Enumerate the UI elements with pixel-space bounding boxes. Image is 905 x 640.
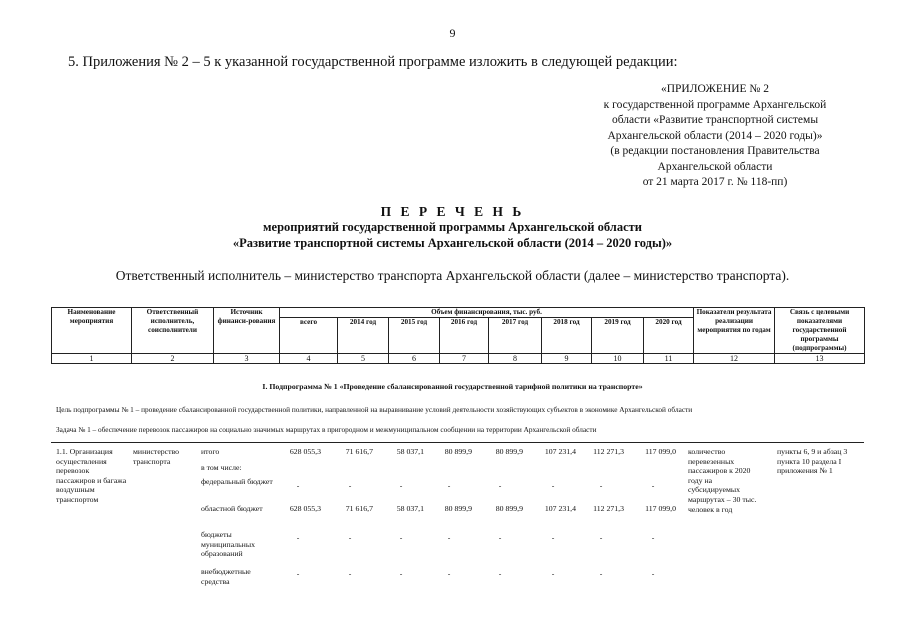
row-divider [51,442,864,443]
column-number: 2 [132,354,214,364]
column-number: 9 [542,354,592,364]
appendix-line: Архангельской области (2014 – 2020 годы)» [607,129,823,142]
intro-paragraph: 5. Приложения № 2 – 5 к указанной государственной программе изложить в следующей редакции: [68,54,678,70]
funding-value: - [296,533,300,542]
table-header [51,307,865,364]
funding-source: областной бюджет [201,504,263,513]
column-number: 10 [592,354,644,364]
page-number: 9 [449,26,456,40]
activity-indicator: количество перевезенных пассажиров к 2020 году на субсидируемых маршрутах – 30 тыс. человек в год [688,447,757,514]
funding-value: - [348,533,352,542]
funding-value: - [447,481,451,490]
subprogram-title: I. Подпрограмма № 1 «Проведение сбалансированной государственной тарифной политики на транспорте» [262,382,643,391]
header-year: 2016 год [440,318,489,354]
appendix-line: Архангельской области [657,160,773,173]
appendix-note [560,82,870,191]
header-activity-name: Наименование мероприятия [52,308,132,354]
header-year: 2019 год [592,318,644,354]
funding-value: - [551,481,555,490]
funding-value: 58 037,1 [396,447,424,456]
funding-source: федеральный бюджет [201,477,273,486]
header-executor: Ответственный исполнитель, соисполнители [132,308,214,354]
document-title: П Е Р Е Ч Е Н Ь [380,204,525,219]
column-number: 1 [52,354,132,364]
header-result-indicators: Показатели результата реализации мероприятия по годам [694,308,775,354]
funding-value: 628 055,3 [289,504,321,513]
activity-name: 1.1. Организация осуществления перевозок пассажиров и багажа воздушным транспортом [56,447,127,504]
column-number: 3 [214,354,280,364]
appendix-line: к государственной программе Архангельской [603,98,827,111]
header-funding-volume: Объем финансирования, тыс. руб. [280,308,694,318]
header-funding-source: Источник финанси-рования [214,308,280,354]
activity-target-link: пункты 6, 9 и абзац 3 пункта 10 раздела I приложения № 1 [777,447,848,476]
funding-value: - [296,569,300,578]
subprogram-task: Задача № 1 – обеспечение перевозок пассажиров на социально значимых маршрутах в пригородном и межмуниципальном сообщении на территории Архангельской области [56,425,597,434]
funding-value: 71 616,7 [345,504,373,513]
header-total: всего [280,318,338,354]
funding-value: 80 899,9 [444,504,472,513]
column-number: 11 [644,354,694,364]
funding-value: 80 899,9 [495,447,523,456]
column-number: 13 [775,354,865,364]
funding-value: - [599,533,603,542]
funding-value: - [498,569,502,578]
header-year: 2018 год [542,318,592,354]
column-number: 4 [280,354,338,364]
funding-value: - [651,569,655,578]
funding-value: - [348,569,352,578]
document-subtitle-program: «Развитие транспортной системы Архангельской области (2014 – 2020 годы)» [232,236,673,250]
funding-source: внебюджетные средства [201,567,251,586]
header-year: 2014 год [338,318,389,354]
column-number: 12 [694,354,775,364]
funding-value: - [599,569,603,578]
appendix-line: области «Развитие транспортной системы [611,114,819,126]
column-number: 6 [389,354,440,364]
document-subtitle: мероприятий государственной программы Архангельской области [263,220,642,234]
subprogram-goal: Цель подпрограммы № 1 – проведение сбалансированной государственной политики, направленной на выравнивание условий деятельности хозяйствующих субъектов в экономике Архангельской области [56,405,693,414]
funding-value: - [599,481,603,490]
funding-value: 71 616,7 [345,447,373,456]
funding-value: 80 899,9 [495,504,523,513]
funding-value: - [399,569,403,578]
header-year: 2015 год [389,318,440,354]
column-number: 7 [440,354,489,364]
funding-source: бюджеты муниципальных образований [201,530,255,559]
funding-value: 112 271,3 [593,447,624,456]
funding-value: 112 271,3 [593,504,624,513]
funding-value: - [399,533,403,542]
funding-value: - [447,533,451,542]
activity-executor: министерство транспорта [133,447,180,466]
header-target-link: Связь с целевыми показателями государственной программы (подпрограммы) [775,308,865,354]
funding-value: 107 231,4 [544,504,576,513]
responsible-executor: Ответственный исполнитель – министерство транспорта Архангельской области (далее – министерство транспорта). [115,268,790,283]
funding-value: - [348,481,352,490]
funding-value: - [551,533,555,542]
header-year: 2020 год [644,318,694,354]
funding-source: в том числе: [201,463,242,472]
funding-source: итого [201,447,220,456]
appendix-line: (в редакции постановления Правительства [610,145,820,157]
funding-value: - [399,481,403,490]
header-year: 2017 год [489,318,542,354]
funding-value: - [296,481,300,490]
funding-value: - [498,533,502,542]
funding-value: - [498,481,502,490]
funding-value: 58 037,1 [396,504,424,513]
appendix-line: «ПРИЛОЖЕНИЕ № 2 [660,83,769,95]
column-number: 8 [489,354,542,364]
funding-value: 107 231,4 [544,447,576,456]
column-number: 5 [338,354,389,364]
funding-value: - [551,569,555,578]
funding-value: - [651,481,655,490]
funding-value: - [651,533,655,542]
funding-value: 117 099,0 [645,447,676,456]
funding-value: 117 099,0 [645,504,676,513]
funding-value: - [447,569,451,578]
funding-value: 628 055,3 [289,447,321,456]
funding-value: 80 899,9 [444,447,472,456]
appendix-line: от 21 марта 2017 г. № 118-пп) [642,176,788,188]
